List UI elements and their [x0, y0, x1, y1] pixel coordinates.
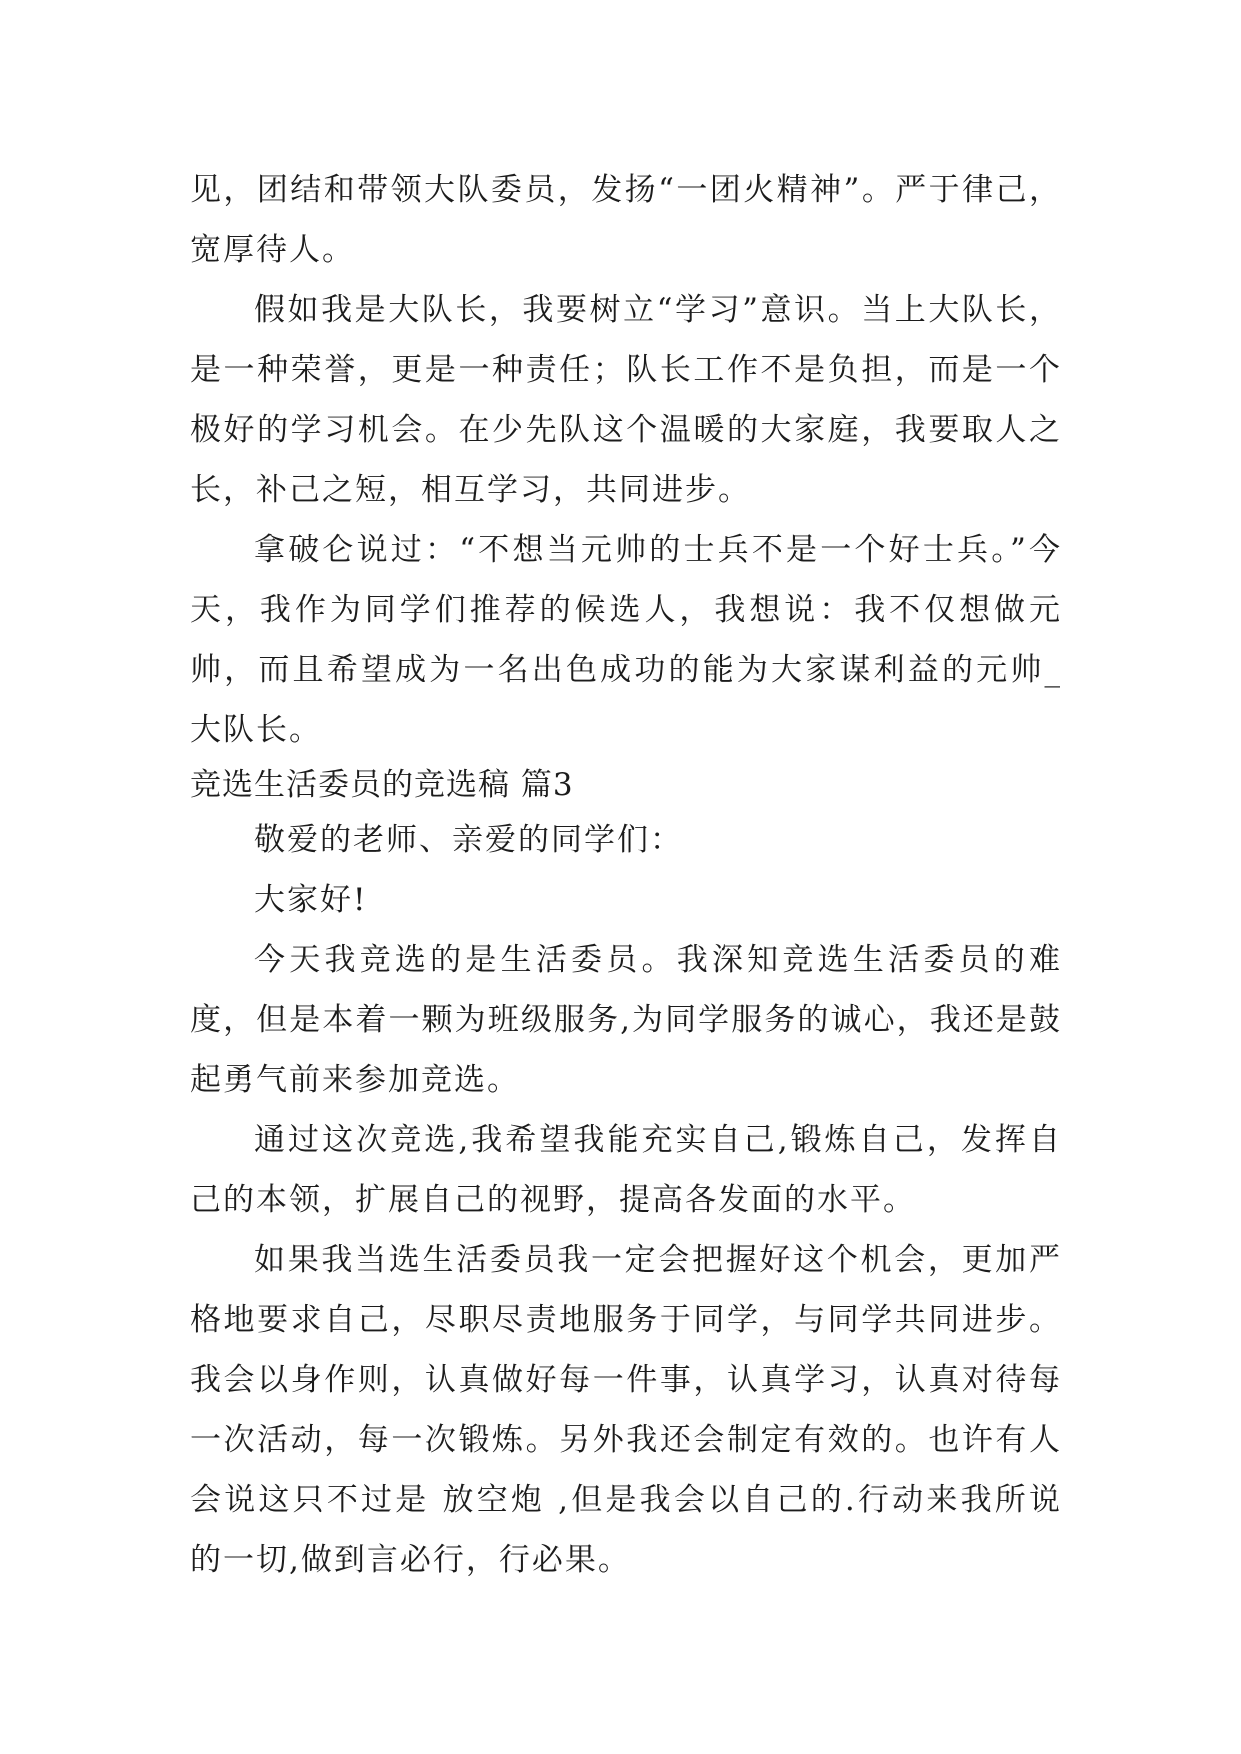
paragraph-goals: 通过这次竞选,我希望我能充实自己,锻炼自己，发挥自己的本领，扩展自己的视野，提高各发面的水平。 — [190, 1122, 1062, 1218]
paragraph-continuation: 见，团结和带领大队委员，发扬“一团火精神”。严于律己，宽厚待人。 — [190, 172, 1062, 268]
paragraph-salutation: 敬爱的老师、亲爱的同学们： — [254, 822, 683, 858]
section-title: 竞选生活委员的竞选稿 篇3 — [190, 767, 574, 803]
paragraph-napoleon-quote: 拿破仑说过：“不想当元帅的士兵不是一个好士兵。”今天，我作为同学们推荐的候选人，我想说：我不仅想做元帅，而且希望成为一名出色成功的能为大家谋利益的元帅_大队长。 — [190, 532, 1062, 748]
paragraph-greeting: 大家好! — [254, 882, 368, 918]
paragraph-commitment: 如果我当选生活委员我一定会把握好这个机会，更加严格地要求自己，尽职尽责地服务于同学，与同学共同进步。我会以身作则，认真做好每一件事，认真学习，认真对待每一次活动，每一次锻炼。另外我还会制定有效的。也许有人会说这只不过是 放空炮 ,但是我会以自己的.行动来我所说的一切,做到言必行，行必果。 — [190, 1242, 1062, 1578]
document-body — [190, 160, 1062, 1590]
paragraph-study-awareness: 假如我是大队长，我要树立“学习”意识。当上大队长，是一种荣誉，更是一种责任；队长工作不是负担，而是一个极好的学习机会。在少先队这个温暖的大家庭，我要取人之长，补己之短，相互学习，共同进步。 — [190, 292, 1062, 508]
paragraph-intro: 今天我竞选的是生活委员。我深知竞选生活委员的难度，但是本着一颗为班级服务,为同学服务的诚心，我还是鼓起勇气前来参加竞选。 — [190, 942, 1062, 1098]
